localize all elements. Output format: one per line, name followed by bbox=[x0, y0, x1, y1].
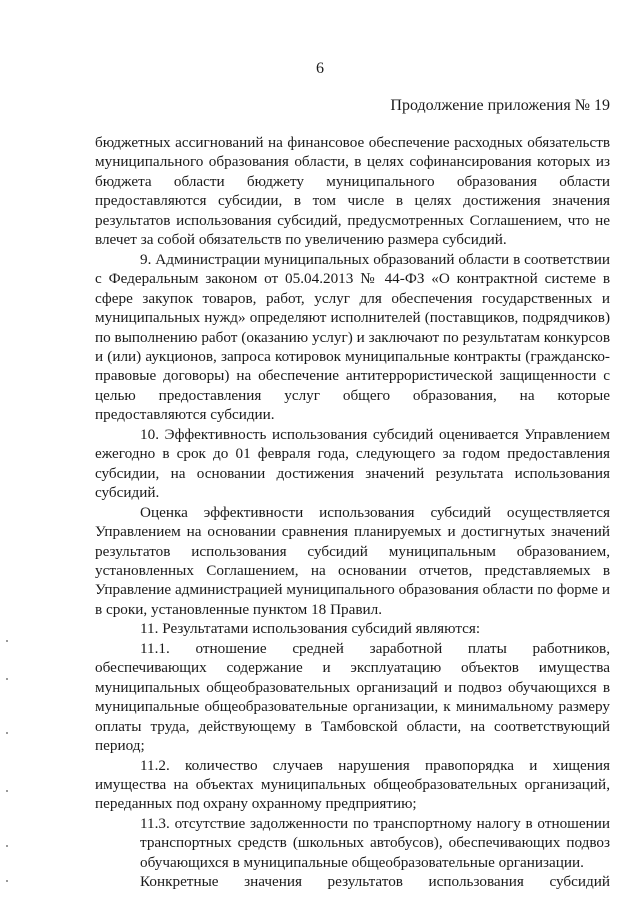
scan-margin-marks bbox=[6, 640, 9, 890]
paragraph-evaluation: Оценка эффективности использования субсидий осуществляется Управлением на основании сравнения планируемых и достигнутых значений результатов использования субсидий муниципальным образованием, установленных Соглашением, на основании отчетов, представляемых в Управление администрацией муниципального образования области по форме и в сроки, установленные пунктом 18 Правил. bbox=[95, 503, 610, 618]
paragraph-item-10: 10. Эффективность использования субсидий оценивается Управлением ежегодно в срок до 01 февраля года, следующего за годом предоставления субсидии, на основании достижения значений результата использования субсидий. bbox=[95, 425, 610, 502]
paragraph-item-11: 11. Результатами использования субсидий являются: bbox=[140, 620, 481, 638]
paragraph-final-fragment: Конкретные значения результатов использования субсидий bbox=[140, 873, 610, 891]
paragraph-item-11-3: 11.3. отсутствие задолженности по транспортному налогу в отношении транспортных средств (школьных автобусов), обеспечивающих подвоз обучающихся в муниципальные общеобразовательные организации. bbox=[140, 814, 610, 871]
paragraph-continuation: бюджетных ассигнований на финансовое обеспечение расходных обязательств муниципального образования области, в целях софинансирования которых из бюджета области бюджету муниципального образования области предоставляются субсидии, в том числе в целях достижения значения результатов использования субсидий, предусмотренных Соглашением, что не влечет за собой обязательств по увеличению размера субсидий. bbox=[95, 134, 610, 249]
paragraph-item-11-1: 11.1. отношение средней заработной платы работников, обеспечивающих содержание и эксплуатацию объектов имущества муниципальных общеобразовательных организаций и подвоз обучающихся в муниципальные общеобразовательные организации, к минимальному размеру оплаты труда, действующему в Тамбовской области, на соответствующий период; bbox=[95, 639, 610, 755]
document-body bbox=[95, 133, 610, 892]
paragraph-item-11-2: 11.2. количество случаев нарушения правопорядка и хищения имущества на объектах муниципальных общеобразовательных организаций, переданных под охрану охранному предприятию; bbox=[95, 756, 610, 813]
page-number: 6 bbox=[316, 60, 324, 77]
appendix-heading: Продолжение приложения № 19 bbox=[390, 97, 610, 114]
paragraph-item-9: 9. Администрации муниципальных образований области в соответствии с Федеральным законом от 05.04.2013 № 44-ФЗ «О контрактной системе в сфере закупок товаров, работ, услуг для обеспечения государственных и муниципальных нужд» определяют исполнителей (поставщиков, подрядчиков) по выполнению работ (оказанию услуг) и заключают по результатам конкурсов и (или) аукционов, запроса котировок муниципальные контракты (гражданско-правовые договоры) на обеспечение антитеррористической защищенности с целью предоставления услуг общего образования, на которые предоставляются субсидии. bbox=[95, 250, 610, 424]
